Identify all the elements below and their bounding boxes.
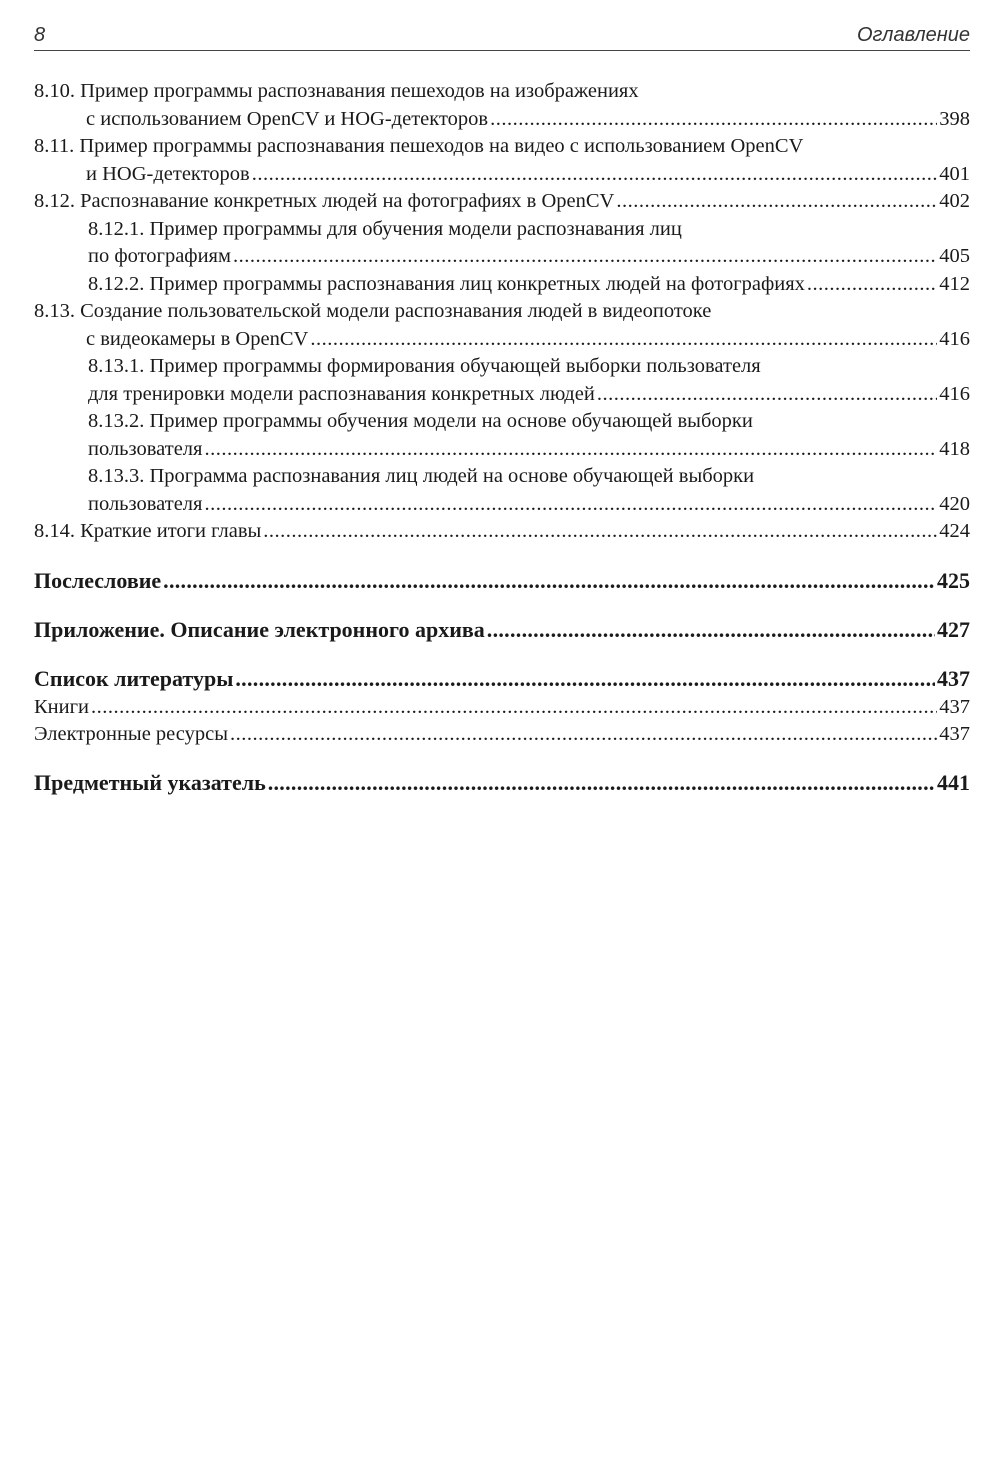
toc-entry-text: Книги (34, 695, 89, 718)
toc-entry-text: и HOG-детекторов (86, 162, 250, 185)
toc-entry-leader-line (88, 243, 970, 271)
toc-entry-8-13-2[interactable] (34, 408, 970, 463)
dot-leader (91, 694, 937, 722)
toc-entry-8-13-3[interactable] (34, 463, 970, 518)
toc-entry-leader-line (88, 491, 970, 519)
toc-page-number: 427 (937, 616, 970, 642)
dot-leader (490, 106, 937, 134)
toc-page-number: 398 (939, 107, 970, 130)
toc-entry-leader-line (34, 326, 970, 354)
toc-entry-text: Приложение. Описание электронного архива (34, 616, 485, 642)
toc-entry-8-12-2[interactable] (34, 271, 970, 299)
toc-entry-8-12-1[interactable] (34, 216, 970, 271)
dot-leader (263, 518, 937, 546)
toc-entry-eresources[interactable] (34, 721, 970, 749)
dot-leader (268, 768, 935, 798)
toc-entry-8-12[interactable] (34, 188, 970, 216)
toc-page-number: 416 (939, 382, 970, 405)
toc-entry-8-14[interactable] (34, 518, 970, 546)
toc-entry-leader-line (88, 436, 970, 464)
dot-leader (204, 436, 937, 464)
toc-entry-line: 8.13.3. Программа распознавания лиц людей на основе обучающей выборки (88, 465, 755, 487)
toc-entry-line: 8.11. Пример программы распознавания пешеходов на видео с использованием OpenCV (34, 135, 804, 157)
toc-page-number: 437 (939, 695, 970, 718)
dot-leader (204, 491, 937, 519)
toc-entry-line: 8.13.1. Пример программы формирования обучающей выборки пользователя (88, 355, 761, 377)
toc-entry-text: для тренировки модели распознавания конкретных людей (88, 382, 595, 405)
dot-leader (616, 188, 937, 216)
toc-entry-line: 8.12.1. Пример программы для обучения модели распознавания лиц (88, 217, 682, 240)
toc-page-number: 405 (939, 245, 970, 267)
toc-entry-text: 8.14. Краткие итоги главы (34, 520, 262, 542)
toc-entry-bibliography[interactable] (34, 664, 970, 694)
toc-entry-text: Список литературы (34, 665, 234, 691)
toc-page-number: 402 (939, 190, 970, 212)
page-number: 8 (34, 24, 46, 46)
toc-page-number: 424 (939, 520, 970, 542)
running-title: Оглавление (856, 24, 970, 46)
toc-entry-leader-line (88, 271, 970, 299)
toc-page-number: 420 (939, 492, 970, 515)
toc-entry-text: пользователя (88, 437, 203, 460)
toc-entry-8-11[interactable] (34, 133, 970, 188)
dot-leader (310, 326, 937, 354)
toc-page-number: 416 (939, 327, 970, 350)
toc-entry-text: по фотографиям (88, 245, 231, 267)
toc-entry-leader-line (34, 161, 970, 189)
toc-page-number: 418 (939, 437, 970, 460)
toc-page-number: 412 (939, 272, 970, 295)
dot-leader (163, 566, 935, 596)
toc-entry-text: пользователя (88, 492, 203, 515)
toc-entry-leader-line (34, 106, 970, 134)
toc-entry-index[interactable] (34, 768, 970, 798)
toc-entry-8-13-1[interactable] (34, 353, 970, 408)
toc-entry-books[interactable] (34, 694, 970, 722)
toc-entry-line: 8.13.2. Пример программы обучения модели на основе обучающей выборки (88, 410, 753, 432)
toc-entry-text: Электронные ресурсы (34, 723, 228, 745)
dot-leader (235, 664, 935, 694)
toc-entry-leader-line (34, 188, 970, 216)
dot-leader (807, 271, 937, 299)
toc-entry-text: 8.12.2. Пример программы распознавания лиц конкретных людей на фотографиях (88, 272, 805, 295)
toc-entry-text: с видеокамеры в OpenCV (86, 327, 309, 350)
toc-entry-appendix[interactable] (34, 615, 970, 645)
toc-entry-text: Послесловие (34, 567, 162, 593)
toc-entry-line: 8.13. Создание пользовательской модели распознавания людей в видеопотоке (34, 300, 712, 322)
dot-leader (597, 381, 937, 409)
page-header (34, 22, 970, 51)
toc-entry-8-10[interactable] (34, 78, 970, 133)
toc-entry-leader-line (34, 518, 970, 546)
dot-leader (230, 721, 937, 749)
toc-entry-leader-line (88, 381, 970, 409)
toc-page-number: 437 (939, 723, 970, 745)
toc-page-number: 425 (937, 567, 970, 593)
toc-entry-text: Предметный указатель (34, 769, 266, 795)
dot-leader (487, 615, 935, 645)
toc-entry-line: 8.10. Пример программы распознавания пешеходов на изображениях (34, 80, 639, 102)
toc-entry-text: 8.12. Распознавание конкретных людей на фотографиях в OpenCV (34, 190, 615, 212)
toc-entry-afterword[interactable] (34, 566, 970, 596)
table-of-contents (34, 78, 970, 798)
toc-page-number: 441 (937, 769, 970, 795)
dot-leader (252, 161, 938, 189)
toc-page-number: 437 (937, 665, 970, 691)
toc-entry-8-13[interactable] (34, 298, 970, 353)
dot-leader (233, 243, 937, 271)
toc-page-number: 401 (939, 162, 970, 185)
toc-entry-text: с использованием OpenCV и HOG-детекторов (86, 107, 489, 130)
